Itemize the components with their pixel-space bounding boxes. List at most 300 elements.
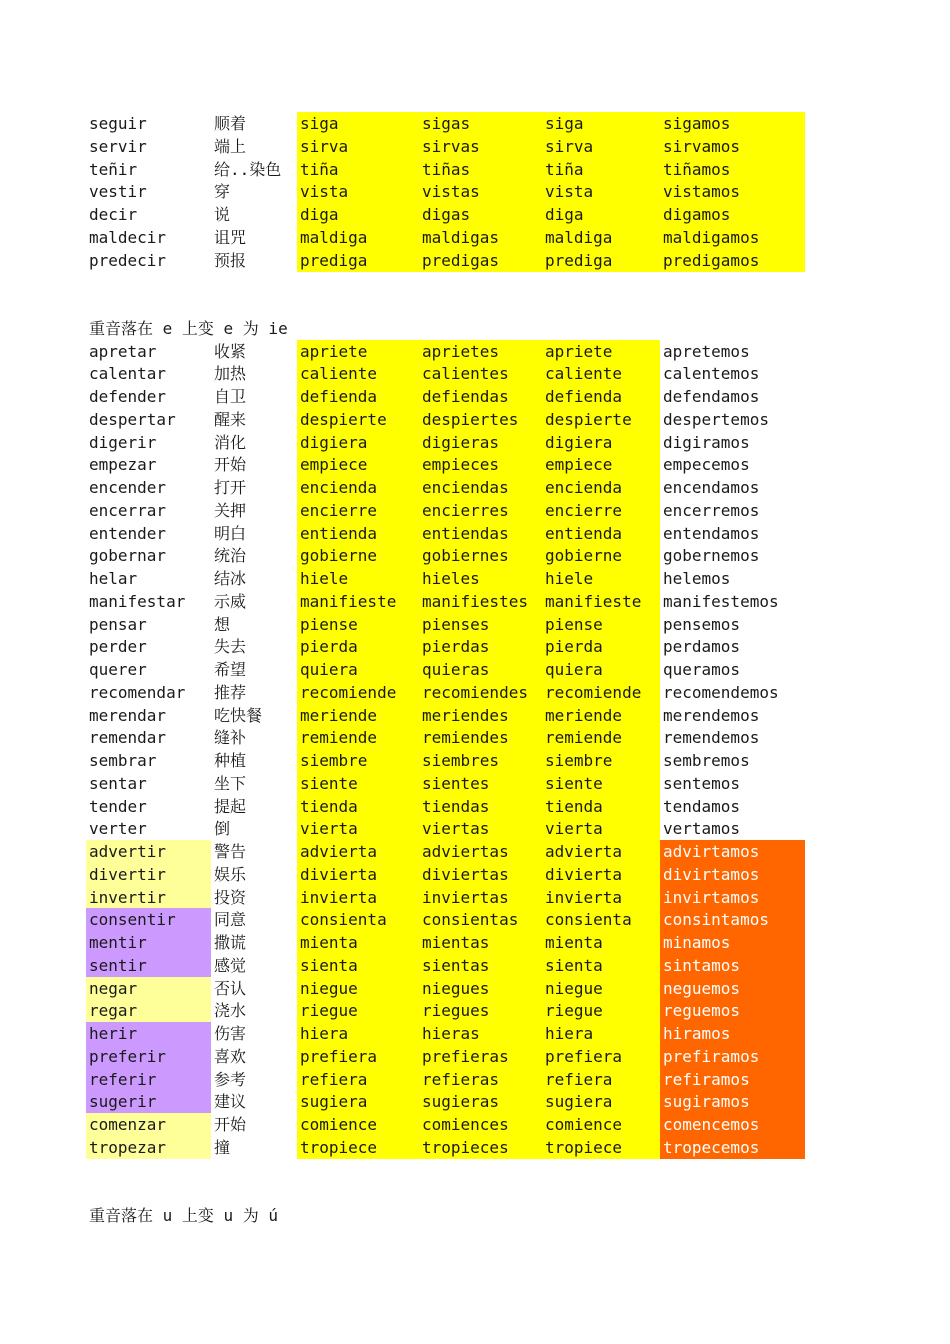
form-nosotros-cell[interactable]: gobernemos [663,546,760,566]
meaning-cell[interactable]: 投资 [214,887,247,907]
table-row [86,522,805,545]
verb-cell[interactable]: teñir [89,159,138,179]
form-tu-cell[interactable]: sugieras [419,1090,542,1113]
verb-cell[interactable]: merendar [89,705,167,725]
verb-cell[interactable]: sentar [89,773,147,793]
form-tu-cell[interactable]: quieras [419,658,542,681]
table-row [86,954,805,977]
verb-cell[interactable]: servir [89,136,147,156]
form-nosotros-cell[interactable]: vistamos [660,180,805,203]
form-yo-cell[interactable]: hiele [297,567,419,590]
form-nosotros-cell[interactable]: invirtamos [660,886,805,909]
verb-cell[interactable]: sembrar [89,751,157,770]
form-el-cell[interactable]: tienda [542,795,660,818]
form-el-cell[interactable]: mienta [542,931,660,954]
table-row [86,158,805,181]
verb-cell[interactable]: referir [86,1068,211,1091]
form-nosotros-cell[interactable]: neguemos [660,977,805,1000]
form-el-cell[interactable]: maldiga [542,226,660,249]
form-el-cell[interactable]: caliente [542,362,660,385]
verb-cell[interactable]: empezar [89,455,157,475]
form-tu-cell[interactable]: adviertas [419,840,542,863]
form-tu-cell[interactable]: tropieces [419,1136,542,1159]
form-yo-cell[interactable]: encienda [297,476,419,499]
meaning-cell[interactable]: 参考 [214,1069,247,1089]
form-tu-cell[interactable]: pienses [419,613,542,636]
table-row [86,840,805,863]
form-tu-cell[interactable]: vistas [419,180,542,203]
form-tu-cell[interactable]: sigas [419,112,542,135]
verb-cell[interactable]: gobernar [89,546,167,566]
table-row [86,704,805,727]
verb-cell[interactable]: querer [89,660,147,679]
form-nosotros-cell[interactable]: encendamos [663,478,760,497]
form-el-cell[interactable]: vista [542,180,660,203]
form-yo-cell[interactable]: apriete [297,340,419,363]
form-tu-cell[interactable]: aprietes [419,340,542,363]
form-yo-cell[interactable]: maldiga [297,226,419,249]
form-tu-cell[interactable]: calientes [419,362,542,385]
table-row [86,772,805,795]
table-row [86,977,805,1000]
table-row [86,635,805,658]
table-row [86,817,805,840]
form-nosotros-cell[interactable]: pensemos [663,614,741,634]
form-nosotros-cell[interactable]: queramos [663,660,741,679]
form-tu-cell[interactable]: consientas [419,908,542,931]
verb-cell[interactable]: mentir [86,931,211,954]
meaning-cell[interactable]: 否认 [214,978,247,998]
form-yo-cell[interactable]: diga [297,203,419,226]
form-nosotros-cell[interactable]: sintamos [660,954,805,977]
form-tu-cell[interactable]: hieles [419,567,542,590]
form-el-cell[interactable]: divierta [542,863,660,886]
verb-cell[interactable]: perder [89,637,147,657]
form-el-cell[interactable]: comience [542,1113,660,1136]
verb-cell[interactable]: maldecir [89,227,167,247]
form-yo-cell[interactable]: siga [297,112,419,135]
section-heading: 重音落在 e 上变 e 为 ie [89,318,288,338]
meaning-cell[interactable]: 希望 [214,660,247,679]
form-yo-cell[interactable]: tropiece [297,1136,419,1159]
form-nosotros-cell[interactable]: perdamos [663,637,741,657]
form-nosotros-cell[interactable]: vertamos [663,819,741,839]
verb-cell[interactable]: tender [89,796,147,816]
form-tu-cell[interactable]: despiertes [419,408,542,431]
form-tu-cell[interactable]: remiendes [419,726,542,749]
form-yo-cell[interactable]: vista [297,180,419,203]
form-yo-cell[interactable]: prediga [297,249,419,272]
form-el-cell[interactable]: riegue [542,999,660,1022]
form-yo-cell[interactable]: despierte [297,408,419,431]
form-nosotros-cell[interactable]: reguemos [660,999,805,1022]
meaning-cell[interactable]: 示威 [214,591,247,611]
meaning-cell[interactable]: 收紧 [214,341,247,361]
form-yo-cell[interactable]: refiera [297,1068,419,1091]
meaning-cell[interactable]: 想 [214,614,231,634]
meaning-cell[interactable]: 诅咒 [214,227,247,247]
form-tu-cell[interactable]: tiñas [419,158,542,181]
form-nosotros-cell[interactable]: tropecemos [660,1136,805,1159]
form-nosotros-cell[interactable]: digamos [660,203,805,226]
form-el-cell[interactable]: niegue [542,977,660,1000]
meaning-cell[interactable]: 端上 [214,136,247,156]
verb-cell[interactable]: divertir [86,863,211,886]
table-row [86,1045,805,1068]
form-yo-cell[interactable]: vierta [297,817,419,840]
form-tu-cell[interactable]: mientas [419,931,542,954]
form-el-cell[interactable]: quiera [542,658,660,681]
form-nosotros-cell[interactable]: apretemos [663,341,750,361]
meaning-cell[interactable]: 明白 [214,523,247,543]
form-el-cell[interactable]: manifieste [542,590,660,613]
meaning-cell[interactable]: 自卫 [214,387,247,406]
form-tu-cell[interactable]: empieces [419,453,542,476]
meaning-cell[interactable]: 伤害 [214,1024,247,1043]
verb-cell[interactable]: vestir [89,182,147,202]
form-yo-cell[interactable]: piense [297,613,419,636]
form-nosotros-cell[interactable]: defendamos [663,387,760,406]
form-yo-cell[interactable]: quiera [297,658,419,681]
meaning-cell[interactable]: 打开 [214,478,247,497]
form-tu-cell[interactable]: predigas [419,249,542,272]
form-tu-cell[interactable]: digieras [419,431,542,454]
form-nosotros-cell[interactable]: manifestemos [663,591,779,611]
form-tu-cell[interactable]: entiendas [419,522,542,545]
form-el-cell[interactable]: piense [542,613,660,636]
form-yo-cell[interactable]: invierta [297,886,419,909]
meaning-cell[interactable]: 统治 [214,546,247,566]
form-el-cell[interactable]: invierta [542,886,660,909]
form-tu-cell[interactable]: prefieras [419,1045,542,1068]
meaning-cell[interactable]: 缝补 [214,728,247,748]
verb-cell[interactable]: calentar [89,364,167,384]
form-nosotros-cell[interactable]: minamos [660,931,805,954]
meaning-cell[interactable]: 提起 [214,796,247,816]
form-nosotros-cell[interactable]: tiñamos [660,158,805,181]
form-tu-cell[interactable]: defiendas [419,385,542,408]
meaning-cell[interactable]: 建议 [214,1092,247,1112]
meaning-cell[interactable]: 坐下 [214,773,247,793]
form-tu-cell[interactable]: meriendes [419,704,542,727]
meaning-cell[interactable]: 感觉 [214,955,247,975]
form-yo-cell[interactable]: consienta [297,908,419,931]
form-el-cell[interactable]: prefiera [542,1045,660,1068]
verb-cell[interactable]: invertir [86,886,211,909]
form-el-cell[interactable]: hiera [542,1022,660,1045]
form-tu-cell[interactable]: viertas [419,817,542,840]
form-yo-cell[interactable]: gobierne [297,544,419,567]
form-el-cell[interactable]: digiera [542,431,660,454]
form-yo-cell[interactable]: advierta [297,840,419,863]
form-el-cell[interactable]: tiña [542,158,660,181]
verb-cell[interactable]: sentir [86,954,211,977]
form-el-cell[interactable]: siga [542,112,660,135]
form-yo-cell[interactable]: sirva [297,135,419,158]
verb-cell[interactable]: sugerir [86,1090,211,1113]
form-nosotros-cell[interactable]: merendemos [663,705,760,725]
form-yo-cell[interactable]: mienta [297,931,419,954]
meaning-cell[interactable]: 警告 [214,842,247,861]
form-nosotros-cell[interactable]: recomendemos [663,682,779,702]
form-el-cell[interactable]: recomiende [542,681,660,704]
meaning-cell[interactable]: 说 [214,205,231,224]
form-nosotros-cell[interactable]: sembremos [663,751,750,770]
meaning-cell[interactable]: 预报 [214,250,247,270]
form-tu-cell[interactable]: maldigas [419,226,542,249]
form-nosotros-cell[interactable]: tendamos [663,796,741,816]
verb-cell[interactable]: recomendar [89,682,186,702]
form-nosotros-cell[interactable]: sugiramos [660,1090,805,1113]
form-yo-cell[interactable]: encierre [297,499,419,522]
verb-cell[interactable]: consentir [86,908,211,931]
verb-cell[interactable]: despertar [89,409,176,429]
table-row [86,681,805,704]
form-nosotros-cell[interactable]: refiramos [660,1068,805,1091]
meaning-cell[interactable]: 开始 [214,455,247,475]
form-tu-cell[interactable]: tiendas [419,795,542,818]
form-nosotros-cell[interactable]: consintamos [660,908,805,931]
verb-cell[interactable]: encender [89,478,167,497]
meaning-cell[interactable]: 消化 [214,432,247,452]
form-yo-cell[interactable]: defienda [297,385,419,408]
form-tu-cell[interactable]: enciendas [419,476,542,499]
form-yo-cell[interactable]: caliente [297,362,419,385]
verb-cell[interactable]: decir [89,205,138,224]
form-nosotros-cell[interactable]: advirtamos [660,840,805,863]
meaning-cell[interactable]: 给..染色 [214,159,282,179]
form-yo-cell[interactable]: pierda [297,635,419,658]
meaning-cell[interactable]: 浇水 [214,1001,247,1021]
verb-cell[interactable]: preferir [86,1045,211,1068]
form-tu-cell[interactable]: comiences [419,1113,542,1136]
table-row [86,1022,805,1045]
form-tu-cell[interactable]: refieras [419,1068,542,1091]
form-el-cell[interactable]: entienda [542,522,660,545]
form-yo-cell[interactable]: sienta [297,954,419,977]
form-yo-cell[interactable]: divierta [297,863,419,886]
form-tu-cell[interactable]: sientes [419,772,542,795]
form-nosotros-cell[interactable]: digiramos [663,432,750,452]
form-el-cell[interactable]: diga [542,203,660,226]
verb-cell[interactable]: verter [89,819,147,839]
table-row [86,249,805,272]
form-nosotros-cell[interactable]: comencemos [660,1113,805,1136]
verb-cell[interactable]: negar [86,977,211,1000]
meaning-cell[interactable]: 吃快餐 [214,705,263,725]
form-nosotros-cell[interactable]: sentemos [663,773,741,793]
table-row [86,544,805,567]
form-nosotros-cell[interactable]: maldigamos [660,226,805,249]
form-nosotros-cell[interactable]: despertemos [663,409,769,429]
form-el-cell[interactable]: tropiece [542,1136,660,1159]
verb-cell[interactable]: defender [89,387,167,406]
form-el-cell[interactable]: advierta [542,840,660,863]
meaning-cell[interactable]: 关押 [214,500,247,520]
table-row [86,1136,805,1159]
verb-cell[interactable]: advertir [86,840,211,863]
verb-cell[interactable]: seguir [89,114,147,133]
meaning-cell[interactable]: 种植 [214,751,247,770]
verb-cell[interactable]: pensar [89,614,147,634]
form-nosotros-cell[interactable]: prefiramos [660,1045,805,1068]
table-row [86,931,805,954]
form-el-cell[interactable]: vierta [542,817,660,840]
form-tu-cell[interactable]: diviertas [419,863,542,886]
form-yo-cell[interactable]: riegue [297,999,419,1022]
form-el-cell[interactable]: refiera [542,1068,660,1091]
form-nosotros-cell[interactable]: sigamos [660,112,805,135]
verb-cell[interactable]: encerrar [89,500,167,520]
form-tu-cell[interactable]: recomiendes [419,681,542,704]
table-row [86,908,805,931]
form-tu-cell[interactable]: digas [419,203,542,226]
form-yo-cell[interactable]: digiera [297,431,419,454]
verb-cell[interactable]: apretar [89,341,157,361]
form-yo-cell[interactable]: tienda [297,795,419,818]
table-row [86,112,805,135]
form-nosotros-cell[interactable]: divirtamos [660,863,805,886]
form-tu-cell[interactable]: siembres [419,749,542,772]
form-tu-cell[interactable]: sirvas [419,135,542,158]
meaning-cell[interactable]: 撞 [214,1137,231,1157]
form-yo-cell[interactable]: empiece [297,453,419,476]
form-yo-cell[interactable]: meriende [297,704,419,727]
form-el-cell[interactable]: empiece [542,453,660,476]
form-tu-cell[interactable]: hieras [419,1022,542,1045]
meaning-cell[interactable]: 同意 [214,910,247,930]
form-yo-cell[interactable]: comience [297,1113,419,1136]
meaning-cell[interactable]: 倒 [214,819,231,839]
form-yo-cell[interactable]: siembre [297,749,419,772]
table-row [86,385,805,408]
section-heading: 重音落在 u 上变 u 为 ú [89,1206,279,1225]
table-row [86,590,805,613]
verb-cell[interactable]: helar [89,569,138,588]
meaning-cell[interactable]: 顺着 [214,114,247,133]
verb-cell[interactable]: manifestar [89,591,186,611]
form-yo-cell[interactable]: recomiende [297,681,419,704]
form-tu-cell[interactable]: pierdas [419,635,542,658]
form-tu-cell[interactable]: encierres [419,499,542,522]
form-el-cell[interactable]: encienda [542,476,660,499]
table-row [86,999,805,1022]
table-row [86,749,805,772]
verb-cell[interactable]: herir [86,1022,211,1045]
table-row [86,567,805,590]
form-el-cell[interactable]: remiende [542,726,660,749]
form-yo-cell[interactable]: prefiera [297,1045,419,1068]
form-yo-cell[interactable]: sugiera [297,1090,419,1113]
table-row [86,180,805,203]
meaning-cell[interactable]: 醒来 [214,409,247,429]
form-el-cell[interactable]: meriende [542,704,660,727]
form-yo-cell[interactable]: remiende [297,726,419,749]
table-row [86,203,805,226]
table-row [86,726,805,749]
form-tu-cell[interactable]: gobiernes [419,544,542,567]
form-el-cell[interactable]: siente [542,772,660,795]
table-row [86,1113,805,1136]
form-tu-cell[interactable]: sientas [419,954,542,977]
form-tu-cell[interactable]: riegues [419,999,542,1022]
table-row [86,795,805,818]
table-row [86,431,805,454]
table-row [86,1068,805,1091]
meaning-cell[interactable]: 结冰 [214,569,247,588]
meaning-cell[interactable]: 娱乐 [214,864,247,884]
form-el-cell[interactable]: hiele [542,567,660,590]
form-yo-cell[interactable]: niegue [297,977,419,1000]
verb-cell[interactable]: entender [89,523,167,543]
form-el-cell[interactable]: pierda [542,635,660,658]
form-nosotros-cell[interactable]: sirvamos [660,135,805,158]
form-el-cell[interactable]: prediga [542,249,660,272]
meaning-cell[interactable]: 撒谎 [214,933,247,952]
verb-cell[interactable]: digerir [89,432,157,452]
table-row [86,226,805,249]
meaning-cell[interactable]: 穿 [214,182,231,202]
form-tu-cell[interactable]: inviertas [419,886,542,909]
table-row [86,1090,805,1113]
form-nosotros-cell[interactable]: calentemos [663,364,760,384]
form-yo-cell[interactable]: entienda [297,522,419,545]
form-tu-cell[interactable]: manifiestes [419,590,542,613]
table-row [86,613,805,636]
form-nosotros-cell[interactable]: encerremos [663,500,760,520]
verb-cell[interactable]: regar [86,999,211,1022]
form-el-cell[interactable]: despierte [542,408,660,431]
table-row [86,408,805,431]
meaning-cell[interactable]: 加热 [214,364,247,384]
form-tu-cell[interactable]: niegues [419,977,542,1000]
table-row [86,863,805,886]
verb-cell[interactable]: tropezar [86,1136,211,1159]
table-row [86,453,805,476]
form-yo-cell[interactable]: siente [297,772,419,795]
form-el-cell[interactable]: defienda [542,385,660,408]
table-row [86,499,805,522]
form-el-cell[interactable]: apriete [542,340,660,363]
table-row [86,476,805,499]
form-nosotros-cell[interactable]: hiramos [660,1022,805,1045]
form-nosotros-cell[interactable]: entendamos [663,523,760,543]
table-row [86,135,805,158]
meaning-cell[interactable]: 开始 [214,1115,247,1134]
form-el-cell[interactable]: sugiera [542,1090,660,1113]
form-el-cell[interactable]: gobierne [542,544,660,567]
meaning-cell[interactable]: 推荐 [214,682,247,702]
table-row [86,362,805,385]
form-nosotros-cell[interactable]: predigamos [660,249,805,272]
form-el-cell[interactable]: sirva [542,135,660,158]
meaning-cell[interactable]: 失去 [214,637,247,657]
form-el-cell[interactable]: encierre [542,499,660,522]
verb-cell[interactable]: comenzar [86,1113,211,1136]
form-nosotros-cell[interactable]: empecemos [663,455,750,475]
meaning-cell[interactable]: 喜欢 [214,1046,247,1066]
form-el-cell[interactable]: siembre [542,749,660,772]
form-yo-cell[interactable]: hiera [297,1022,419,1045]
form-el-cell[interactable]: sienta [542,954,660,977]
verb-cell[interactable]: remendar [89,728,167,748]
form-el-cell[interactable]: consienta [542,908,660,931]
form-yo-cell[interactable]: manifieste [297,590,419,613]
form-nosotros-cell[interactable]: helemos [663,569,731,588]
verb-cell[interactable]: predecir [89,250,167,270]
form-yo-cell[interactable]: tiña [297,158,419,181]
form-nosotros-cell[interactable]: remendemos [663,728,760,748]
